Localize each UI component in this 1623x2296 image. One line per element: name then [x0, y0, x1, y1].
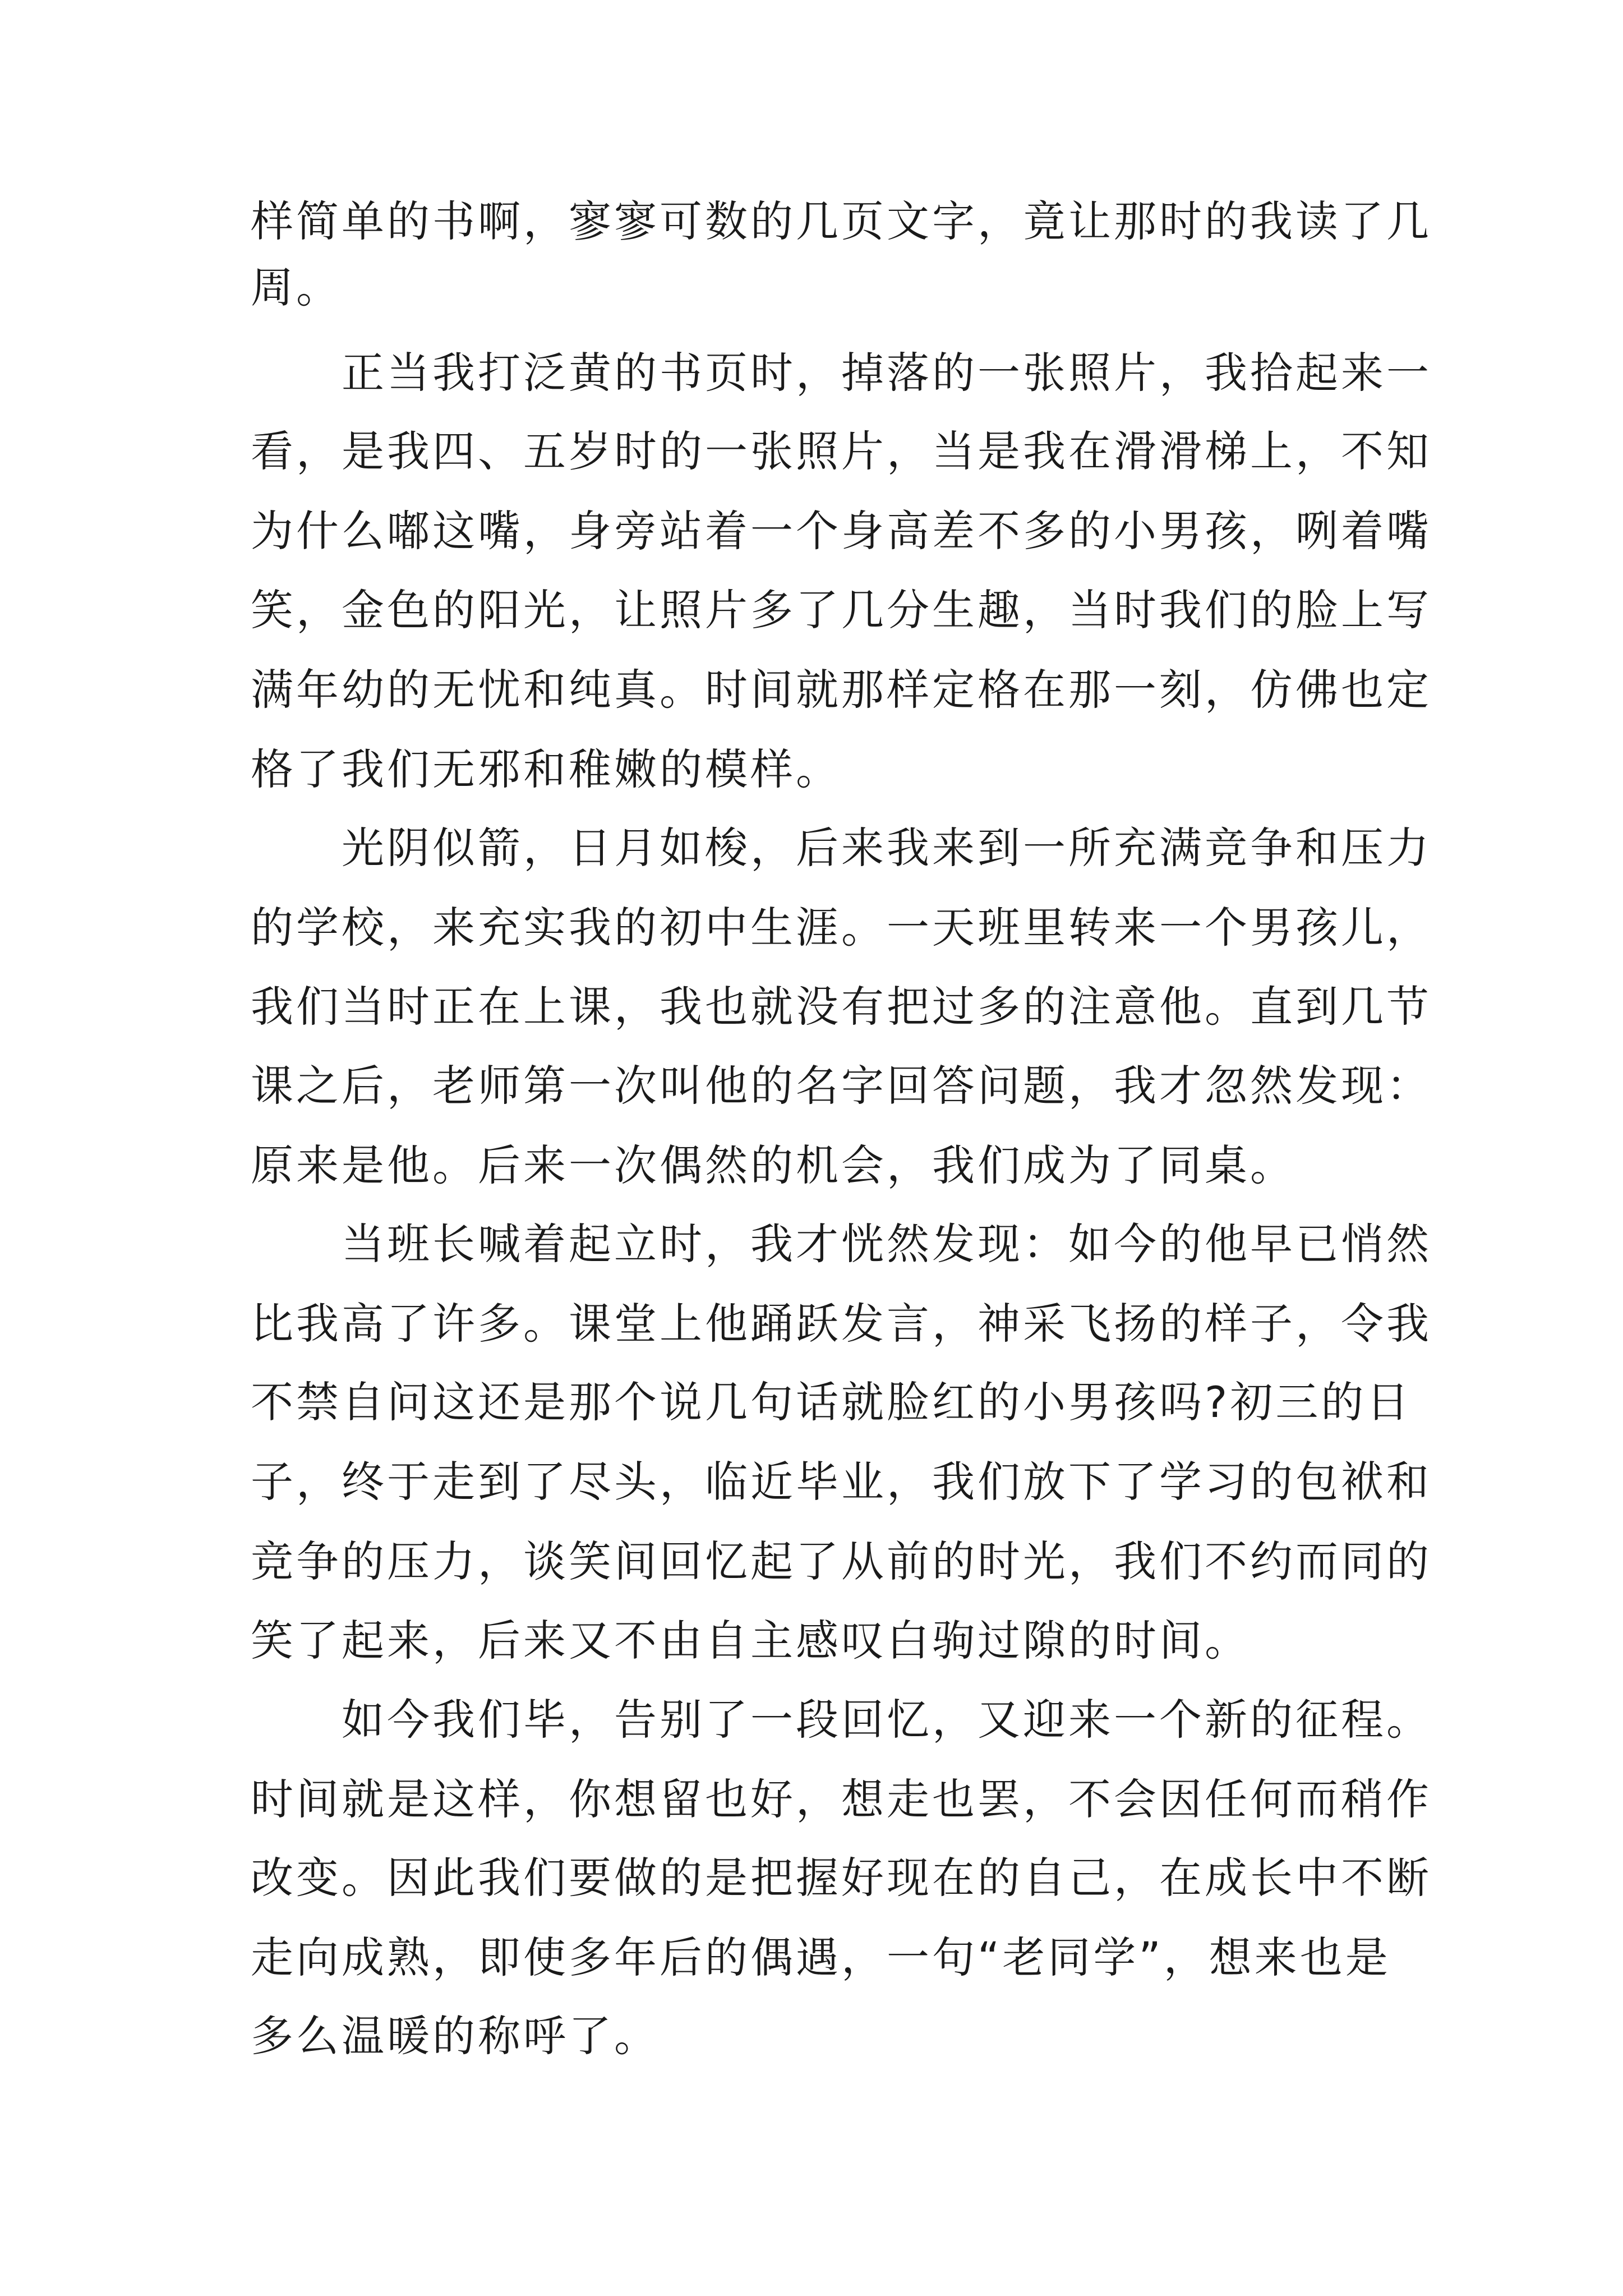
text-line: 竞争的压力，谈笑间回忆起了从前的时光，我们不约而同的 [251, 1536, 1432, 1586]
text-line: 当班长喊着起立时，我才恍然发现：如今的他早已悄然 [251, 1219, 1432, 1269]
text-line: 为什么嘟这嘴，身旁站着一个身高差不多的小男孩，咧着嘴 [251, 506, 1432, 556]
text-line: 光阴似箭，日月如梭，后来我来到一所充满竞争和压力 [251, 823, 1432, 873]
text-line: 原来是他。后来一次偶然的机会，我们成为了同桌。 [251, 1140, 1295, 1190]
text-line: 不禁自问这还是那个说几句话就脸红的小男孩吗?初三的日 [251, 1377, 1412, 1427]
text-line: 看，是我四、五岁时的一张照片，当是我在滑滑梯上，不知 [251, 426, 1432, 476]
text-line: 多么温暖的称呼了。 [251, 2011, 660, 2061]
text-line: 笑了起来，后来又不由自主感叹白驹过隙的时间。 [251, 1616, 1250, 1665]
text-line: 时间就是这样，你想留也好，想走也罢，不会因任何而稍作 [251, 1774, 1432, 1824]
text-line: 课之后，老师第一次叫他的名字回答问题，我才忽然发现： [251, 1061, 1432, 1111]
text-line: 改变。因此我们要做的是把握好现在的自己，在成长中不断 [251, 1853, 1432, 1903]
text-line: 我们当时正在上课，我也就没有把过多的注意他。直到几节 [251, 982, 1432, 1032]
text-line: 笑，金色的阳光，让照片多了几分生趣，当时我们的脸上写 [251, 585, 1432, 635]
text-line: 的学校，来充实我的初中生涯。一天班里转来一个男孩儿， [251, 903, 1432, 953]
text-line: 子，终于走到了尽头，临近毕业，我们放下了学习的包袱和 [251, 1457, 1432, 1507]
text-line: 走向成熟，即使多年后的偶遇，一句“老同学”，想来也是 [251, 1932, 1391, 1982]
text-line: 格了我们无邪和稚嫩的模样。 [251, 744, 841, 794]
text-line: 正当我打泛黄的书页时，掉落的一张照片，我拾起来一 [251, 348, 1432, 398]
text-line: 周。 [251, 263, 342, 312]
text-line: 比我高了许多。课堂上他踊跃发言，神采飞扬的样子，令我 [251, 1299, 1432, 1349]
text-line: 满年幼的无忧和纯真。时间就那样定格在那一刻，仿佛也定 [251, 665, 1432, 715]
text-line: 如今我们毕，告别了一段回忆，又迎来一个新的征程。 [251, 1695, 1432, 1745]
text-line: 样简单的书啊，寥寥可数的几页文字，竟让那时的我读了几 [251, 196, 1432, 246]
